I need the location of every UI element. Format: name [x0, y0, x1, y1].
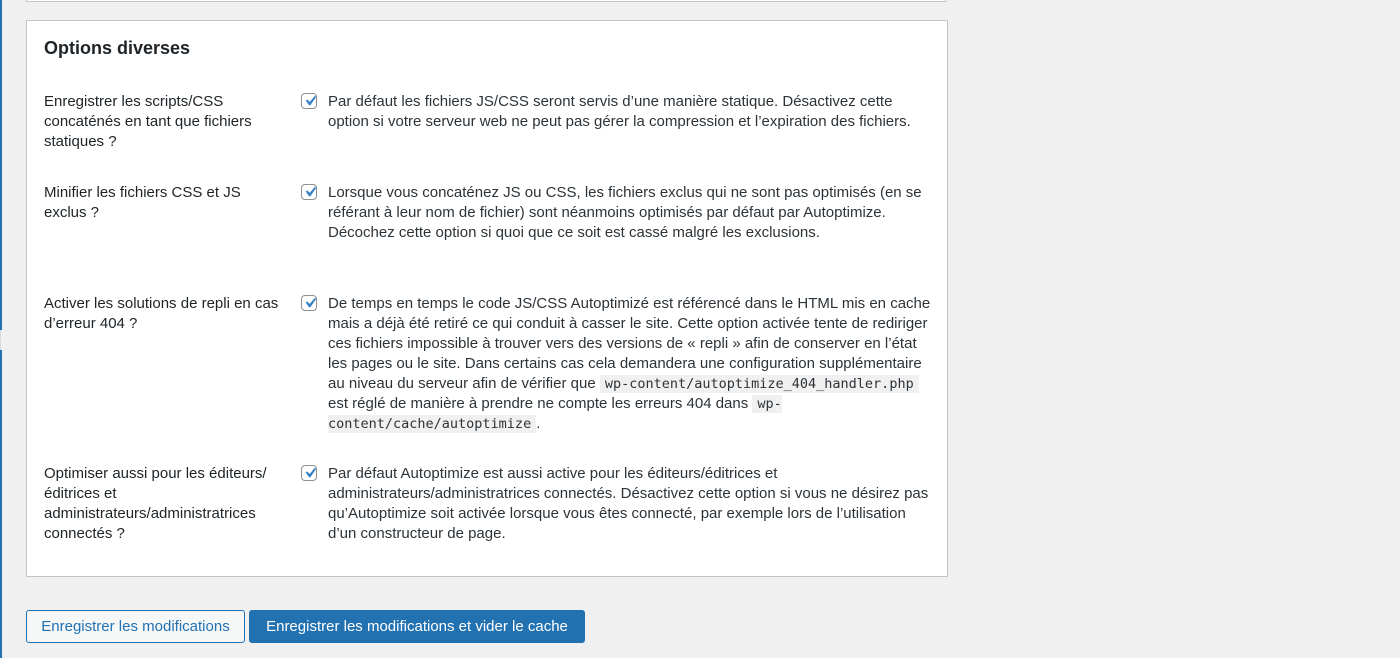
option-description: Par défaut les fichiers JS/CSS seront servis d’une manière statique. Désactivez cette option si votre serveur web ne peut pas gérer la compression et l’expiration des fichiers.: [328, 93, 911, 130]
checkmark-icon: [300, 182, 320, 202]
description-text: .: [536, 415, 541, 432]
checkmark-icon: [300, 463, 320, 483]
checkmark-icon: [300, 91, 320, 111]
logged-in-checkbox[interactable]: [301, 465, 317, 481]
checkmark-icon: [300, 293, 320, 313]
fallback-404-checkbox[interactable]: [301, 295, 317, 311]
minify-excluded-checkbox[interactable]: [301, 184, 317, 200]
option-description: Par défaut Autoptimize est aussi active pour les éditeurs/éditrices et administrateurs/administratrices connectés. Désactivez cette option si vous ne désirez pas qu’Autoptimize soit activée lorsque vous êtes connecté, par exemple lors de l’utilisation d’un constructeur de page.: [328, 465, 929, 542]
save-and-clear-cache-button[interactable]: Enregistrer les modifications et vider le cache: [249, 610, 585, 643]
static-files-checkbox[interactable]: [301, 93, 317, 109]
cache-path-code: wp-content/cache/autoptimize: [328, 396, 782, 432]
admin-sidebar-edge-mark: [0, 0, 2, 330]
previous-section-box: [26, 0, 946, 2]
option-label: Optimiser aussi pour les éditeurs/éditrices et administrateurs/administratrices connectés ?: [44, 465, 267, 542]
option-description: [328, 294, 933, 434]
misc-options-section: [26, 20, 948, 577]
option-label: Enregistrer les scripts/CSS concaténés en tant que fichiers statiques ?: [44, 93, 252, 150]
description-text: est réglé de manière à prendre ne compte les erreurs 404 dans: [328, 395, 749, 412]
option-description: Lorsque vous concaténez JS ou CSS, les fichiers exclus qui ne sont pas optimisés (en se référant à leur nom de fichier) sont néanmoins optimisés par défaut par Autoptimize. Décochez cette option si quoi que ce soit est cassé malgré les exclusions.: [328, 184, 922, 241]
option-label: Activer les solutions de repli en cas d’erreur 404 ?: [44, 295, 279, 332]
handler-path-code: wp-content/autoptimize_404_handler.php: [600, 375, 919, 393]
description-text: De temps en temps le code JS/CSS Autoptimizé est référencé dans le HTML mis en cache mais a déjà été retiré ce qui conduit à casser le site. Cette option activée tente de rediriger ces fichiers impossible à trouver vers des versions de « repli » afin de conserver en l’état les pages ou le site. Dans certains cas cela demandera une configuration supplémentaire au niveau du serveur afin de vérifier que: [328, 295, 931, 392]
save-button[interactable]: Enregistrer les modifications: [26, 610, 245, 643]
section-title: Options diverses: [44, 38, 191, 58]
admin-sidebar-edge-mark: [0, 350, 2, 658]
option-label: Minifier les fichiers CSS et JS exclus ?: [44, 184, 241, 221]
